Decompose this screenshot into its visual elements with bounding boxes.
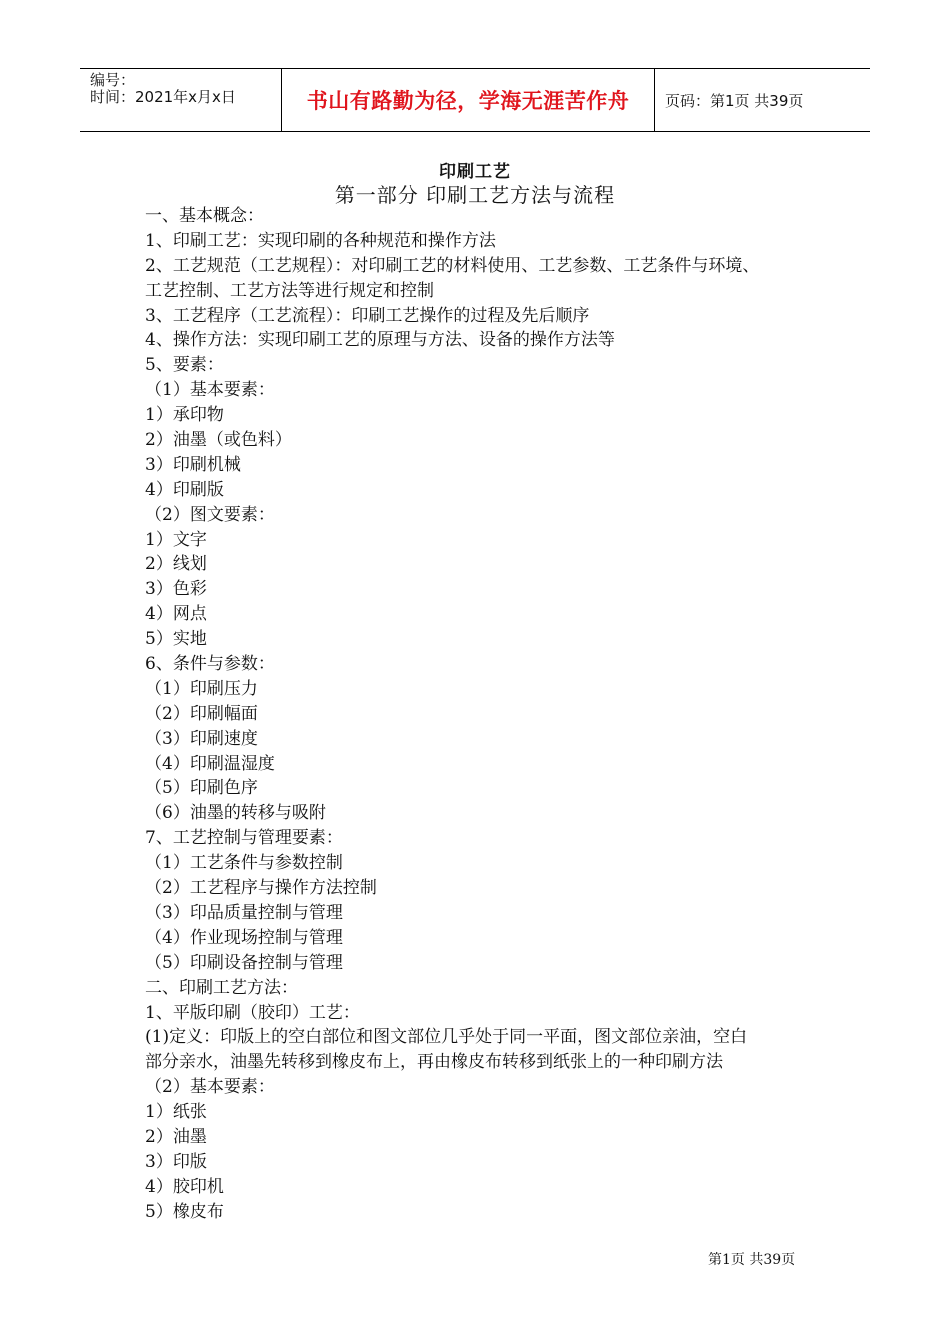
text-line: 二、印刷工艺方法： bbox=[145, 977, 298, 998]
document-subtitle: 第一部分 印刷工艺方法与流程 bbox=[334, 183, 616, 207]
text-line: （2）工艺程序与操作方法控制 bbox=[145, 878, 377, 899]
text-line: 3）印刷机械 bbox=[145, 454, 241, 475]
text-line: （4）作业现场控制与管理 bbox=[145, 927, 343, 948]
text-line: 4、操作方法：实现印刷工艺的原理与方法、设备的操作方法等 bbox=[145, 330, 615, 351]
page-header bbox=[80, 68, 870, 132]
text-line: （5）印刷设备控制与管理 bbox=[145, 952, 343, 973]
header-page-info: 页码：第1页 共39页 bbox=[665, 91, 804, 110]
text-line: 3）色彩 bbox=[145, 579, 207, 600]
serial-label: 编号： bbox=[90, 71, 136, 89]
text-line: 4）胶印机 bbox=[145, 1176, 224, 1197]
text-line: 2、工艺规范（工艺规程）：对印刷工艺的材料使用、工艺参数、工艺条件与环境、 bbox=[145, 255, 760, 276]
text-line: （1）基本要素： bbox=[145, 380, 275, 401]
text-line: 1、印刷工艺：实现印刷的各种规范和操作方法 bbox=[145, 230, 496, 251]
text-line: （2）印刷幅面 bbox=[145, 703, 258, 724]
text-line: 6、条件与参数： bbox=[145, 654, 275, 675]
text-line: （6）油墨的转移与吸附 bbox=[145, 803, 326, 824]
header-motto: 书山有路勤为径，学海无涯苦作舟 bbox=[282, 69, 655, 131]
text-line: （3）印品质量控制与管理 bbox=[145, 902, 343, 923]
text-line: （2）基本要素： bbox=[145, 1077, 275, 1098]
text-line: 4）网点 bbox=[145, 604, 207, 625]
text-line: 5）实地 bbox=[145, 629, 207, 650]
text-line: 2）油墨（或色料） bbox=[145, 430, 292, 451]
document-body bbox=[145, 204, 815, 1225]
document-title: 印刷工艺 bbox=[439, 162, 511, 182]
date-label: 时间：2021年x月x日 bbox=[90, 88, 236, 106]
text-line: 3）印版 bbox=[145, 1151, 207, 1172]
text-line: 1）纸张 bbox=[145, 1102, 207, 1123]
text-line: 3、工艺程序（工艺流程）：印刷工艺操作的过程及先后顺序 bbox=[145, 305, 590, 326]
text-line: (1)定义：印版上的空白部位和图文部位几乎处于同一平面，图文部位亲油，空白 bbox=[145, 1027, 748, 1048]
text-line: （3）印刷速度 bbox=[145, 728, 258, 749]
text-line: 4）印刷版 bbox=[145, 479, 224, 500]
text-line: 7、工艺控制与管理要素： bbox=[145, 828, 343, 849]
text-line: （1）工艺条件与参数控制 bbox=[145, 853, 343, 874]
text-line: 部分亲水，油墨先转移到橡皮布上，再由橡皮布转移到纸张上的一种印刷方法 bbox=[145, 1052, 723, 1073]
text-line: 2）线划 bbox=[145, 554, 207, 575]
text-line: （4）印刷温湿度 bbox=[145, 753, 275, 774]
text-line: （5）印刷色序 bbox=[145, 778, 258, 799]
text-line: （1）印刷压力 bbox=[145, 678, 258, 699]
header-meta bbox=[80, 69, 282, 131]
text-line: 5）橡皮布 bbox=[145, 1201, 224, 1222]
text-line: 1）文字 bbox=[145, 529, 207, 550]
text-line: 1、平版印刷（胶印）工艺： bbox=[145, 1002, 360, 1023]
page-footer: 第1页 共39页 bbox=[708, 1252, 796, 1268]
text-line: 5、要素： bbox=[145, 355, 224, 376]
text-line: 1）承印物 bbox=[145, 405, 224, 426]
text-line: 工艺控制、工艺方法等进行规定和控制 bbox=[145, 280, 434, 301]
text-line: （2）图文要素： bbox=[145, 504, 275, 525]
text-line: 2）油墨 bbox=[145, 1126, 207, 1147]
text-line: 一、基本概念： bbox=[145, 206, 264, 226]
